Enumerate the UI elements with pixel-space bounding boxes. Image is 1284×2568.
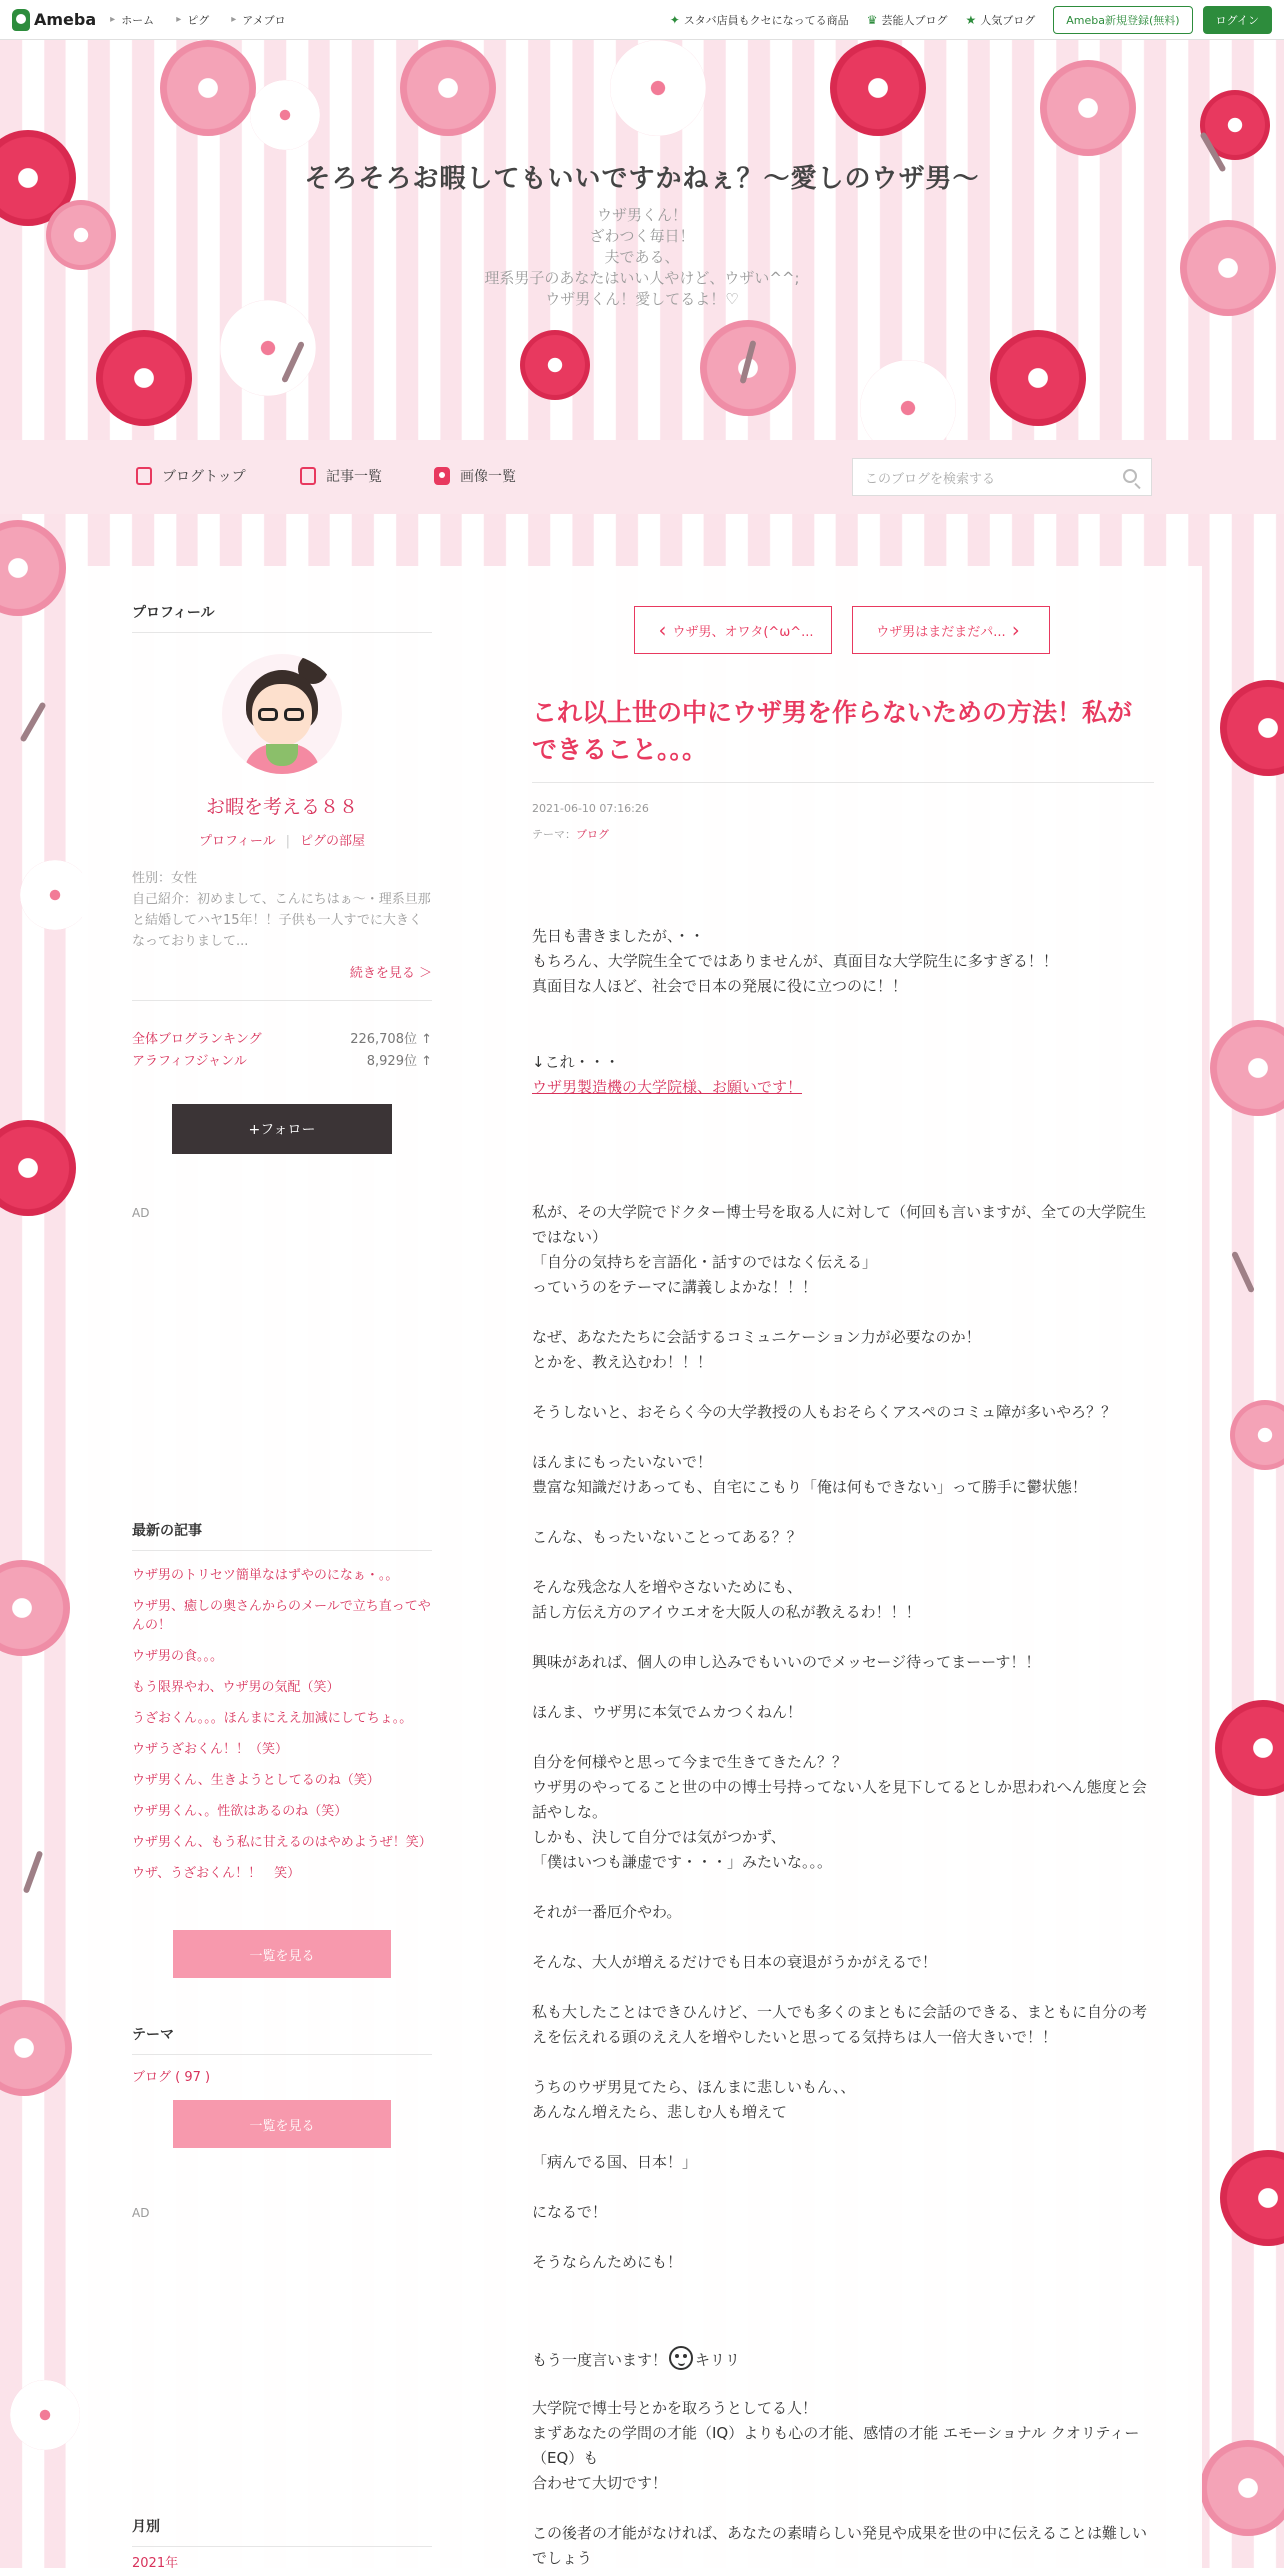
star-icon: ★ — [965, 12, 977, 27]
ameba-logo-icon — [12, 9, 30, 31]
recent-article-link[interactable]: もう限界やわ、ウザ男の気配（笑） — [132, 1680, 340, 1695]
blog-description-line: ウザ男くん！愛してるよ！♡ — [545, 290, 739, 308]
chevron-left-icon: ‹ — [658, 618, 667, 642]
article-body-end — [532, 2371, 1154, 2568]
top-nav — [110, 12, 307, 28]
article-paragraph: ほんま、ウザ男に本気でムカつくねん！ — [532, 1703, 803, 1721]
article-paragraph: なぜ、あなたたちに会話するコミュニケーション力が必要なのか！ — [532, 1328, 981, 1346]
article-paragraph: そうならんためにも！ — [532, 2253, 683, 2271]
top-nav-home[interactable] — [110, 12, 154, 28]
recent-article-link[interactable]: ウザうざおくん！！（笑） — [132, 1742, 289, 1757]
article-inline-link[interactable]: ウザ男製造機の大学院様、お願いです！ — [532, 1078, 803, 1096]
article-paragraph: 「自分の気持ちを言語化・話すのではなく伝える」 — [532, 1253, 878, 1271]
recent-article-link[interactable]: うざおくん。。。ほんまにええ加減にしてちょ。。 — [132, 1711, 413, 1726]
top-link-popular[interactable] — [965, 12, 1035, 28]
article-paragraph: になるで！ — [532, 2203, 607, 2221]
top-nav-label: ホーム — [121, 13, 155, 27]
article-paragraph — [532, 1975, 1154, 2000]
article-paragraph — [532, 2175, 1154, 2200]
chevron-right-icon: ▸ — [231, 14, 237, 25]
pig-room-link[interactable]: ピグの部屋 — [300, 834, 366, 849]
article-paragraph — [532, 1500, 1154, 1525]
article-paragraph: 自分を何様やと思って今まで生きてきたん？？ — [532, 1753, 848, 1771]
article-paragraph: うちのウザ男見てたら、ほんまに悲しいもん、、 — [532, 2078, 856, 2096]
article-list-icon — [300, 467, 316, 485]
article-paragraph: 私が、その大学院でドクター博士号を取る人に対して（何回も言いますが、全ての大学院生ではない） — [532, 1203, 1147, 1246]
register-button[interactable]: Ameba新規登録(無料) — [1053, 6, 1192, 34]
article-paragraph: 私も大したことはできひんけど、一人でも多くのまともに会話のできる、まともに自分の考えを伝えれる頭のええ人を増やしたいと思ってる気持ちは人一倍大きいで！！ — [532, 2003, 1148, 2046]
plum-flower-icon — [0, 1120, 76, 1216]
star-icon: ✦ — [669, 12, 680, 27]
theme-item[interactable]: ブログ ( 97 ) — [132, 2070, 211, 2085]
chevron-right-icon: ▸ — [176, 14, 182, 25]
top-link-celebrity[interactable] — [867, 12, 948, 28]
top-link-label: スタバ店員もクセになってる商品 — [683, 13, 849, 27]
article-body-main — [532, 1200, 1154, 2325]
profile-links — [132, 830, 432, 849]
plum-flower-icon — [10, 2380, 80, 2450]
article-paragraph — [532, 2125, 1154, 2150]
kiriri-face-icon — [669, 2346, 693, 2370]
blog-search-input[interactable] — [852, 458, 1152, 496]
blog-description-line: ウザ男くん！ — [596, 206, 687, 224]
top-nav-label: アメブロ — [242, 13, 286, 27]
article-body-kiriri — [532, 2346, 1154, 2373]
article-paragraph: ウザ男のやってること世の中の博士号持ってない人を見下してるとしか思われへん態度と会話やしな。 — [532, 1778, 1147, 1821]
article-paragraph — [532, 1725, 1154, 1750]
profile-name[interactable]: お暇を考える８８ — [205, 796, 358, 818]
article-paragraph: こんな、もったいないことってある？？ — [532, 1528, 802, 1546]
avatar-glasses — [258, 708, 278, 721]
profile-intro: 自己紹介：初めまして、こんにちはぁ〜・理系旦那と結婚してハヤ15年！！子供も一人すでに大きくなっておりまして... — [132, 892, 431, 949]
top-link-starbucks[interactable] — [670, 12, 849, 28]
plum-flower-icon — [0, 1560, 70, 1656]
article-paragraph: もちろん、大学院生全てではありませんが、真面目な大学院生に多すぎる！！ — [532, 952, 1058, 970]
article-paragraph — [532, 2275, 1154, 2300]
plum-flower-icon — [20, 860, 90, 930]
article-paragraph: 「僕はいつも謙虚です・・・」みたいな。。。 — [532, 1853, 833, 1871]
article-paragraph: 興味があれば、個人の申し込みでもいいのでメッセージ待ってまーーす！！ — [532, 1653, 1041, 1671]
article-paragraph: 真面目な人ほど、社会で日本の発展に役に立つのに！！ — [532, 977, 908, 995]
nav-label: ブログトップ — [162, 469, 246, 485]
recent-article-link[interactable]: ウザ、うざおくん！！ 笑） — [132, 1866, 301, 1881]
top-nav-pig[interactable] — [176, 12, 209, 28]
article-body-link — [532, 1050, 1154, 1100]
month-item[interactable]: 2021年 — [132, 2556, 179, 2568]
article-paragraph: キリリ — [695, 2351, 741, 2369]
article-paragraph: 豊富な知識だけあっても、自宅にこもり「俺は何もできない」って勝手に鬱状態！ — [532, 1478, 1087, 1496]
ranking-value: 226,708位 ↑ — [350, 1032, 432, 1047]
blog-description-line: ざわつく毎日！ — [589, 227, 695, 245]
article-paragraph: とかを、教え込むわ！！！ — [532, 1353, 713, 1371]
theme-heading: テーマ — [132, 2024, 432, 2055]
recent-articles — [132, 1566, 432, 1895]
plum-flower-icon — [1200, 2440, 1284, 2536]
nav-article-list[interactable] — [300, 466, 382, 486]
recent-article-link[interactable]: ウザ男の食。。。 — [132, 1649, 224, 1664]
article-paragraph — [532, 1675, 1154, 1700]
article-paragraph — [532, 2371, 1154, 2396]
article-date: 2021-06-10 07:16:26 — [532, 802, 649, 815]
twig-decoration — [19, 701, 46, 742]
nav-label: 画像一覧 — [460, 469, 516, 485]
article-paragraph: っていうのをテーマに講義しよかな！！！ — [532, 1278, 818, 1296]
crown-icon: ♛ — [866, 12, 878, 27]
theme-label: テーマ： — [532, 828, 576, 841]
profile-heading: プロフィール — [132, 602, 432, 633]
ranking-label: 全体ブログランキング — [132, 1032, 262, 1047]
article-paragraph — [532, 1550, 1154, 1575]
divider — [532, 782, 1154, 783]
ad-label: AD — [132, 1206, 150, 1220]
plum-flower-icon — [1210, 1020, 1284, 1116]
top-nav-label: ピグ — [187, 13, 210, 27]
top-nav-ameblo[interactable] — [231, 12, 285, 28]
article-paragraph: ↓これ・・・ — [532, 1053, 620, 1071]
article-paragraph: それが一番厄介やわ。 — [532, 1903, 682, 1921]
article-paragraph — [532, 1300, 1154, 1325]
ameba-logo[interactable] — [12, 9, 96, 31]
plum-flower-icon — [1230, 1400, 1284, 1470]
login-button[interactable]: ログイン — [1203, 6, 1272, 34]
article-paragraph — [532, 2496, 1154, 2521]
search-icon[interactable] — [1123, 469, 1137, 483]
divider — [132, 1000, 432, 1001]
recent-article-link[interactable]: ウザ男、癒しの奥さんからのメールで立ち直ってやんの！ — [132, 1599, 431, 1633]
recent-article-link[interactable]: ウザ男くん、。性欲はあるのね（笑） — [132, 1804, 348, 1819]
article-paragraph — [532, 2225, 1154, 2250]
blog-description — [0, 205, 1284, 310]
article-theme — [532, 826, 609, 842]
article-title[interactable]: これ以上世の中にウザ男を作らないための方法！私ができること。。。 — [532, 698, 1133, 764]
top-right-links — [670, 6, 1284, 34]
blog-description-line: 夫である、 — [604, 248, 680, 266]
plum-flower-icon — [1215, 1700, 1284, 1796]
article-paragraph: しかも、決して自分では気がつかず、 — [532, 1828, 786, 1846]
blog-top-icon — [136, 467, 152, 485]
top-link-label: 人気ブログ — [980, 13, 1036, 27]
recent-list-button[interactable]: 一覧を見る — [173, 1930, 391, 1978]
theme-link[interactable]: ブログ — [576, 828, 609, 841]
article-paragraph: あんなん増えたら、悲しむ人も増えて — [532, 2103, 788, 2121]
top-link-label: 芸能人ブログ — [881, 13, 948, 27]
blog-header — [0, 40, 1284, 440]
profile-link[interactable]: プロフィール — [198, 834, 276, 849]
article-paragraph — [532, 1625, 1154, 1650]
ameba-logo-text: Ameba — [34, 10, 97, 29]
avatar-glasses — [284, 708, 304, 721]
chevron-right-icon: ▸ — [110, 14, 116, 25]
blog-nav — [0, 440, 1284, 514]
article-paragraph — [532, 1875, 1154, 1900]
article-paragraph: 話し方伝え方のアイウエオを大阪人の私が教えるわ！！！ — [532, 1603, 921, 1621]
article-paragraph: ほんまにもったいないで！ — [532, 1453, 713, 1471]
avatar[interactable] — [222, 654, 342, 774]
plum-flower-icon — [0, 520, 66, 616]
follow-button[interactable]: +フォロー — [172, 1104, 392, 1154]
profile-more-link[interactable]: 続きを見る ＞ — [349, 966, 432, 981]
article-paragraph: 合わせて大切です！ — [532, 2474, 668, 2492]
prev-article-label: ウザ男、オワタ(^ω^... — [672, 624, 814, 640]
article-paragraph — [532, 1425, 1154, 1450]
recent-article-link[interactable]: ウザ男のトリセツ簡単なはずやのになぁ・。。 — [132, 1568, 399, 1583]
article-paragraph: 大学院で博士号とかを取ろうとしてる人！ — [532, 2399, 818, 2417]
article-paragraph: 先日も書きましたが、・・ — [532, 927, 705, 945]
nav-blog-top[interactable] — [136, 466, 246, 486]
chevron-right-icon: › — [1011, 618, 1020, 642]
article-body-intro — [532, 924, 1154, 999]
twig-decoration — [1231, 1251, 1255, 1293]
search-placeholder: このブログを検索する — [865, 471, 996, 487]
profile-info — [132, 868, 432, 952]
recent-article-link[interactable]: ウザ男くん、もう私に甘えるのはやめようぜ！笑） — [132, 1835, 432, 1850]
recent-heading: 最新の記事 — [132, 1520, 432, 1551]
content-panel — [82, 566, 1202, 2568]
theme-list-button[interactable]: 一覧を見る — [173, 2100, 391, 2148]
article-paragraph — [532, 1375, 1154, 1400]
article-paragraph: そんな、大人が増えるだけでも日本の衰退がうかがえるで！ — [532, 1953, 937, 1971]
next-article-label: ウザ男はまだまだパ... — [876, 624, 1006, 640]
ranking-genre[interactable] — [132, 1050, 432, 1069]
ranking-overall[interactable] — [132, 1028, 432, 1047]
nav-image-list[interactable] — [434, 466, 516, 486]
top-bar — [0, 0, 1284, 40]
month-heading: 月別 — [132, 2516, 432, 2547]
article-paragraph: そうしないと、おそらく今の大学教授の人もおそらくアスペのコミュ障が多いやろ？？ — [532, 1403, 1117, 1421]
blog-description-line: 理系男子のあなたはいい人やけど、ウザい^^; — [484, 269, 800, 287]
article-paragraph: そんな残念な人を増やさないためにも、 — [532, 1578, 803, 1596]
plum-flower-icon — [0, 2000, 72, 2096]
article-paragraph: まずあなたの学問の才能（IQ）よりも心の才能、感情の才能 エモーショナル クオリティー（EQ）も — [532, 2424, 1140, 2467]
article-paragraph: この後者の才能がなければ、あなたの素晴らしい発見や成果を世の中に伝えることは難しいでしょう — [532, 2524, 1148, 2567]
prev-article-button[interactable] — [634, 606, 832, 654]
link-separator: | — [285, 834, 291, 849]
article-paragraph: もう一度言います！ — [532, 2351, 668, 2369]
ranking-value: 8,929位 ↑ — [366, 1054, 432, 1069]
plum-flower-icon — [1220, 2150, 1284, 2246]
article-paragraph — [532, 1925, 1154, 1950]
ranking-label: アラフィフジャンル — [132, 1054, 247, 1069]
twig-decoration — [23, 1850, 44, 1893]
article-paragraph — [532, 2050, 1154, 2075]
article-paragraph: 「病んでる国、日本！」 — [532, 2153, 698, 2171]
ad-label: AD — [132, 2206, 150, 2220]
profile-gender: 性別：女性 — [132, 871, 198, 886]
blog-title[interactable]: そろそろお暇してもいいですかねぇ？〜愛しのウザ男〜 — [304, 164, 980, 194]
nav-label: 記事一覧 — [326, 469, 382, 485]
plum-flower-icon — [1220, 680, 1284, 776]
article-paragraph — [532, 2300, 1154, 2325]
recent-article-link[interactable]: ウザ男くん、生きようとしてるのね（笑） — [132, 1773, 380, 1788]
next-article-button[interactable] — [852, 606, 1050, 654]
camera-icon — [434, 467, 450, 485]
